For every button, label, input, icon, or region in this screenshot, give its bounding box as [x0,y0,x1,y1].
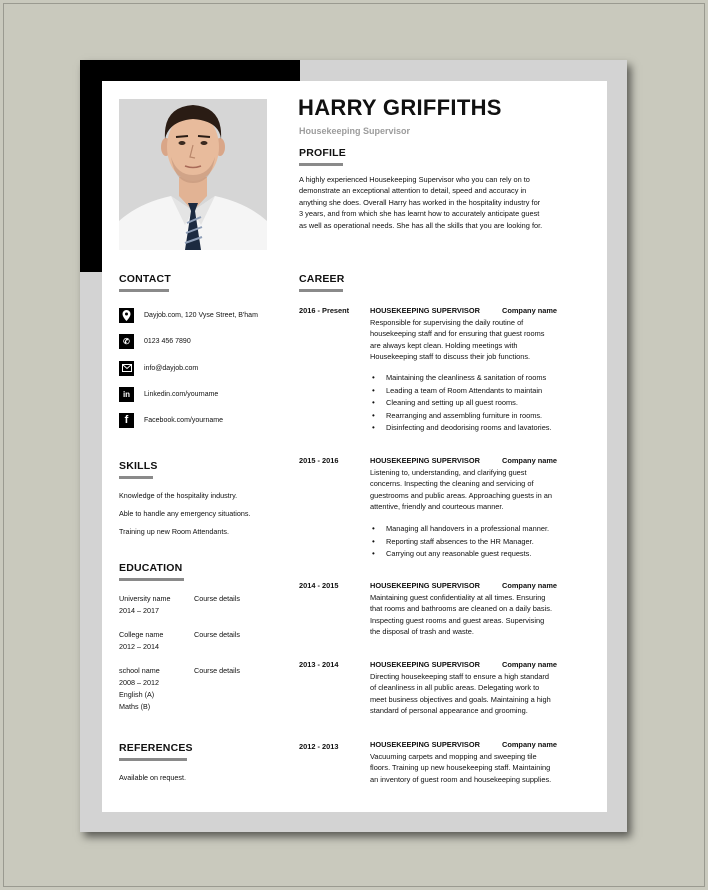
job-line: an inventory of guest room and housekeeping supplies. [370,774,552,784]
contact-email-text[interactable]: info@dayjob.com [144,364,199,372]
job-bullet: • Rearranging and assembling furniture in rooms. [370,410,552,423]
profile-line: 3 years, and from which she has learnt how to accurately anticipate guest [299,209,540,219]
job-bullet: • Leading a team of Room Attendants to maintain [370,385,552,398]
contact-phone-text: 0123 456 7890 [144,337,191,345]
references-heading: REFERENCES [119,742,193,754]
profile-rule [299,163,343,166]
education-rule [119,578,184,581]
job-line: Responsible for supervising the daily routine of [370,318,524,327]
education-years: 2014 – 2017 [119,606,159,615]
job-description [370,751,595,785]
job-date: 2014 - 2015 [299,581,339,590]
job-description [370,467,595,513]
job-date: 2015 - 2016 [299,456,339,465]
resume-sheet [80,60,627,832]
job-line: Maintaining guest confidentiality at all times. Ensuring [370,593,546,602]
profile-line: demonstrate an exceptional attention to detail, speed and accuracy in [299,186,527,196]
job-company: Company name [502,306,558,315]
job-line: are always kept clean. Holding meetings with [370,340,518,350]
education-grade: Maths (B) [119,702,151,711]
contact-linkedin-text[interactable]: Linkedin.com/yourname [144,390,219,398]
job-bullet: • Carrying out any reasonable guest requests. [370,548,549,561]
job-title: HOUSEKEEPING SUPERVISOR [370,306,480,315]
job-bullet: • Disinfecting and deodorising rooms and lavatories. [370,422,552,435]
job-line: Housekeeping staff to discuss their job functions. [370,352,531,362]
job-line: attentive, friendly and courteous manner. [370,502,504,512]
contact-facebook[interactable] [119,412,223,428]
career-heading: CAREER [299,273,345,285]
job-line: Inspecting guest rooms and guest areas. Supervising [370,615,545,625]
job-description [370,317,595,363]
job-date: 2013 - 2014 [299,660,339,669]
contact-email[interactable] [119,360,198,376]
profile-line: A highly experienced Housekeeping Supervisor who you can rely on to [299,175,530,184]
resume-page [102,81,607,812]
job-bullet: • Maintaining the cleanliness & sanitation of rooms [370,372,552,385]
job-title: HOUSEKEEPING SUPERVISOR [370,740,480,749]
location-pin-icon [119,308,134,323]
candidate-title: Housekeeping Supervisor [299,126,411,136]
job-line: Vacuuming carpets and mopping and sweeping tile [370,752,537,761]
skills-item: Knowledge of the hospitality industry. [119,491,238,500]
education-grade: English (A) [119,690,155,699]
job-title: HOUSEKEEPING SUPERVISOR [370,581,480,590]
job-bullet: • Reporting staff absences to the HR Manager. [370,536,549,549]
job-line: standard of personal appearance and grooming. [370,706,528,716]
profile-line: as well as operational needs. She has all the skills that you are looking for. [299,220,543,230]
profile-photo [119,99,267,250]
job-bullet: • Managing all handovers in a professional manner. [370,523,549,536]
job-bullet-list [370,372,552,435]
contact-phone [119,333,191,349]
job-bullet-list [370,523,549,561]
skills-heading: SKILLS [119,460,158,472]
job-line: housekeeping staff and for ensuring that guest rooms [370,329,545,339]
job-line: the disposal of trash and waste. [370,627,474,637]
profile-line: anything she does. Overall Harry has worked in the hospitality industry for [299,197,541,207]
profile-heading: PROFILE [299,147,346,159]
education-course: Course details [194,630,240,639]
job-date: 2012 - 2013 [299,742,339,751]
contact-facebook-text[interactable]: Facebook.com/yourname [144,416,223,424]
phone-icon: ✆ [119,334,134,349]
education-years: 2008 – 2012 [119,678,159,687]
contact-rule [119,289,169,292]
job-line: concerns. Inspecting the cleaning and servicing of [370,479,534,489]
education-years: 2012 – 2014 [119,642,159,651]
job-description [370,671,595,717]
job-line: meet business objectives and goals. Maintaining a high [370,694,551,704]
job-company: Company name [502,456,558,465]
job-description [370,592,595,638]
skills-rule [119,476,153,479]
skills-item: Training up new Room Attendants. [119,527,230,536]
contact-heading: CONTACT [119,273,171,285]
career-rule [299,289,343,292]
linkedin-icon: in [119,387,134,402]
job-company: Company name [502,660,558,669]
job-title: HOUSEKEEPING SUPERVISOR [370,660,480,669]
education-school: University name [119,594,171,603]
references-text: Available on request. [119,773,186,782]
email-icon [119,361,134,376]
job-title: HOUSEKEEPING SUPERVISOR [370,456,480,465]
job-date: 2016 - Present [299,306,350,315]
job-line: Directing housekeeping staff to ensure a high standard [370,672,549,681]
job-line: of cleanliness in all public areas. Delegating work to [370,683,540,693]
job-company: Company name [502,740,558,749]
education-heading: EDUCATION [119,562,183,574]
education-school: College name [119,630,164,639]
candidate-name: HARRY GRIFFITHS [298,95,502,120]
job-line: Listening to, understanding, and clarifying guest [370,468,527,477]
contact-address-text: Dayjob.com, 120 Vyse Street, B'ham [144,311,258,319]
contact-address [119,307,258,323]
contact-linkedin[interactable] [119,386,218,402]
job-bullet: • Cleaning and setting up all guest rooms. [370,397,552,410]
job-line: floors. Training up new housekeeping staff. Maintaining [370,763,551,773]
education-school: school name [119,666,160,675]
education-course: Course details [194,594,240,603]
facebook-icon: f [119,413,134,428]
skills-item: Able to handle any emergency situations. [119,509,251,518]
profile-text [299,174,589,231]
job-line: guestrooms and public areas. Approaching guests in an [370,490,553,500]
education-course: Course details [194,666,240,675]
job-company: Company name [502,581,558,590]
job-line: that rooms and bathrooms are cleaned on a daily basis. [370,604,552,614]
references-rule [119,758,187,761]
